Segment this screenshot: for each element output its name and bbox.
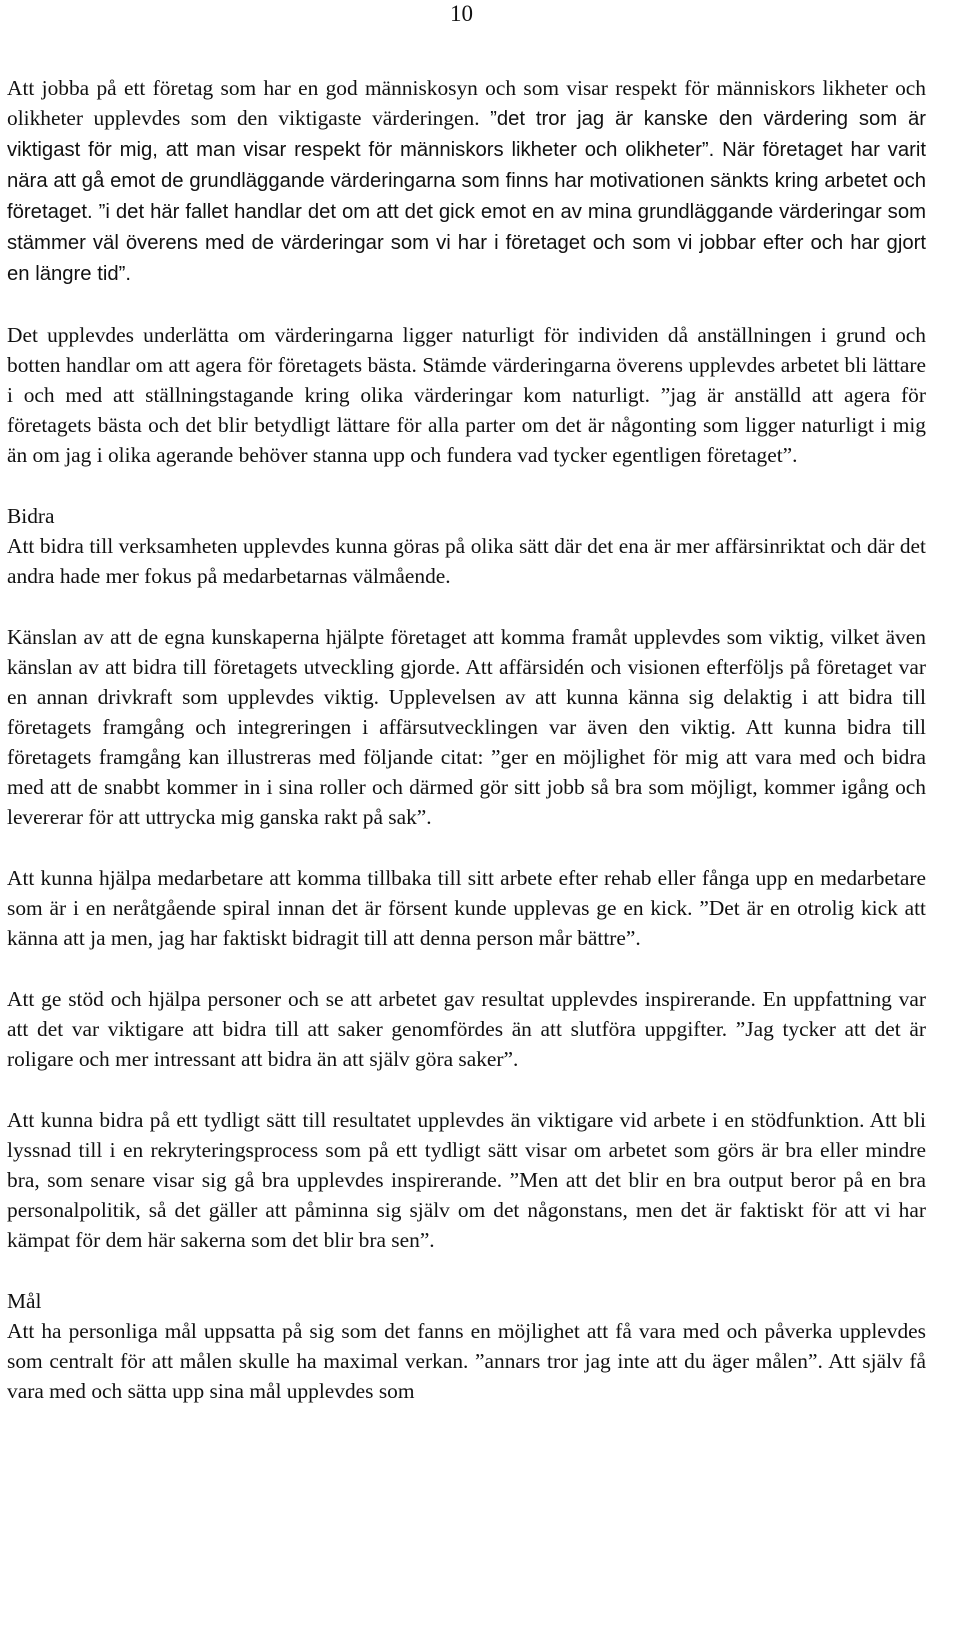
paragraph: Att kunna hjälpa medarbetare att komma tillbaka till sitt arbete efter rehab eller fånga upp en medarbetare som är i en neråtgående spiral innan det är försent kunde upplevas ge en kick. ”Det är en otrolig kick att känna att ja men, jag har faktiskt bidragit till att denna person mår bättre”. — [7, 866, 926, 950]
section-heading-mal: Mål — [7, 1289, 42, 1313]
paragraph: Att ha personliga mål uppsatta på sig som det fanns en möjlighet att få vara med och påverka upplevdes som centralt för att målen skulle ha maximal verkan. ”annars tror jag inte att du äger målen”. Att själv få vara med och sätta upp sina mål upplevdes som — [7, 1319, 926, 1403]
section-heading-bidra: Bidra — [7, 504, 55, 528]
paragraph: Att ge stöd och hjälpa personer och se att arbetet gav resultat upplevdes inspirerande. En uppfattning var att det var viktigare att bidra till att saker genomfördes än att slutföra uppgifter. ”Jag tycker att det är roligare och mer intressant att bidra än att själv göra saker”. — [7, 987, 926, 1071]
document-body — [7, 73, 926, 1406]
page-number: 10 — [450, 1, 473, 26]
paragraph: Det upplevdes underlätta om värderingarna ligger naturligt för individen då anställningen i grund och botten handlar om att agera för företagets bästa. Stämde värderingarna överens upplevdes arbetet bli lättare i och med att ställningstagande kring olika värderingar kom naturligt. ”jag är anställd att agera för företagets bästa och det blir betydligt lättare för alla parter om det är någonting som ligger naturligt i mig än om jag i olika agerande behöver stanna upp och fundera vad tycker egentligen företaget”. — [7, 323, 926, 467]
paragraph — [7, 73, 926, 289]
paragraph: Att kunna bidra på ett tydligt sätt till resultatet upplevdes än viktigare vid arbete i en stödfunktion. Att bli lyssnad till i en rekryteringsprocess som på ett tydligt sätt visar om arbetet som görs är bra eller mindre bra, som senare visar sig gå bra upplevdes inspirerande. ”Men att det blir en bra output beror på en bra personalpolitik, så det gäller att påminna sig själv om det någonstans, men det är faktiskt för att vi har kämpat för dem här sakerna som det blir bra sen”. — [7, 1108, 926, 1252]
paragraph: Känslan av att de egna kunskaperna hjälpte företaget att komma framåt upplevdes som viktig, vilket även känslan av att bidra till företagets utveckling gjorde. Att affärsidén och visionen efterföljs på företaget var en annan drivkraft som upplevdes viktig. Upplevelsen av att kunna känna sig delaktig i att bidra till företagets framgång och integreringen i affärsutvecklingen var även den viktig. Att kunna bidra till företagets framgång kan illustreras med följande citat: ”ger en möjlighet för mig att vara med och bidra med att de snabbt kommer in i sina roller och därmed gör sitt jobb så bra som möjligt, kommer igång och levererar för att uttrycka mig ganska rakt på sak”. — [7, 625, 926, 829]
paragraph: Att bidra till verksamheten upplevdes kunna göras på olika sätt där det ena är mer affärsinriktat och där det andra hade mer fokus på medarbetarnas välmående. — [7, 534, 926, 588]
paragraph-text: Att jobba på ett företag som har en god människosyn och som visar respekt för människors likheter och olikheter upplevdes som den viktigaste värderingen. — [7, 76, 926, 130]
paragraph-text-quote: ”det tror jag är kanske den värdering som är viktigast för mig, att man visar respekt för människors likheter och olikheter”. När företaget har varit nära att gå emot de grundläggande värderingarna som finns har motivationen sänkts kring arbetet och företaget. ”i det här fallet handlar det om att det gick emot en av mina grundläggande värderingar som stämmer väl överens med de värderingar som vi har i företaget och som vi jobbar efter och har gjort en längre tid”. — [7, 108, 927, 285]
